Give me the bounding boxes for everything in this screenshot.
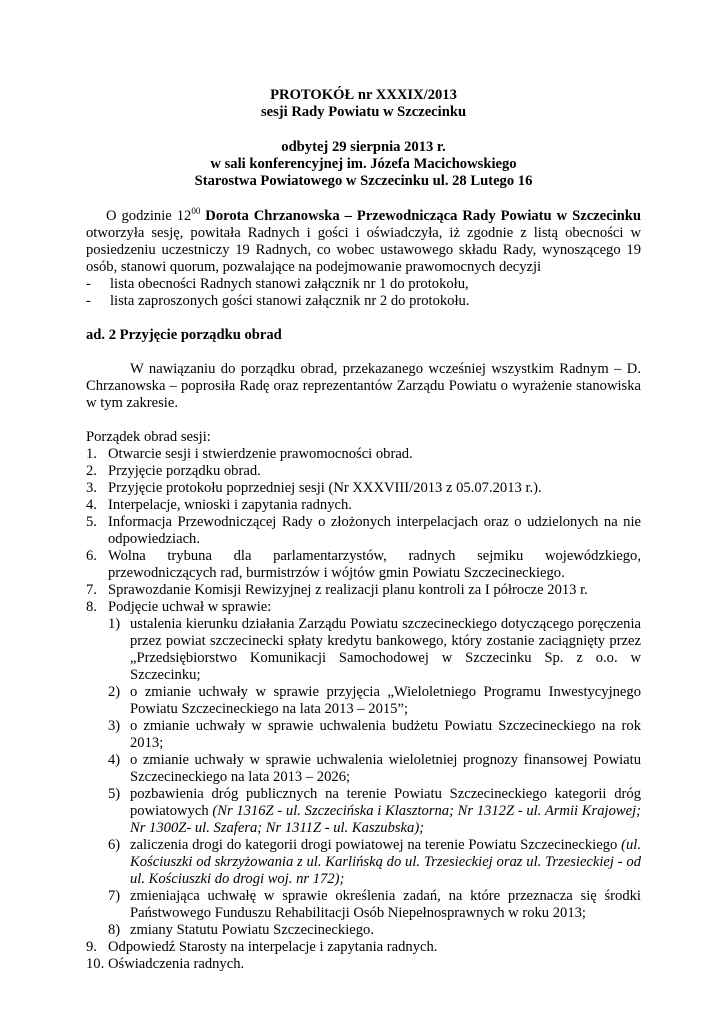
list-item: 1. Otwarcie sesji i stwierdzenie prawomocności obrad.: [86, 446, 413, 462]
list-item: 9. Odpowiedź Starosty na interpelacje i zapytania radnych.: [86, 939, 438, 955]
intro-text: otworzyła sesję, powitała Radnych i gości i oświadczyła, iż zgodnie z listą obecności w posiedzeniu uczestniczy 19 Radnych, co wobec ustawowego składu Rady, wynoszącego 19 osób, stanowi quorum, pozwalające na podejmowanie prawomocnych decyzji: [86, 225, 641, 275]
list-item: 5. Informacja Przewodniczącej Rady o złożonych interpelacjach oraz o udzielonych na nie odpowiedziach.: [86, 514, 641, 547]
section-paragraph: W nawiązaniu do porządku obrad, przekazanego wcześniej wszystkim Radnym – D. Chrzanowska – poprosiła Radę oraz reprezentantów Zarządu Powiatu o wyrażenie stanowiska w tym zakresie.: [86, 361, 641, 411]
time-superscript: 00: [191, 206, 201, 217]
road-list-italic: (ul. Kościuszki od skrzyżowania z ul. Karlińską do ul. Trzesieckiej oraz ul. Trzesieckiej - od ul. Kościuszki do drogi woj. nr 172);: [130, 837, 641, 887]
list-item: 3. Przyjęcie protokołu poprzedniej sesji (Nr XXXVIII/2013 z 05.07.2013 r.).: [86, 480, 542, 496]
sub-list-item: 5) pozbawienia dróg publicznych na terenie Powiatu Szczecineckiego kategorii dróg powiatowych (Nr 1316Z - ul. Szczecińska i Klasztorna; Nr 1312Z - ul. Armii Krajowej; Nr 1300Z- ul. Szafera; Nr 1311Z - ul. Kaszubska);: [108, 786, 641, 836]
sub-list-item: 7) zmieniająca uchwałę w sprawie określenia zadań, na które przeznacza się środki Państwowego Funduszu Rehabilitacji Osób Niepełnosprawnych w roku 2013;: [108, 888, 641, 921]
document-page: [86, 87, 641, 973]
session-room: w sali konferencyjnej im. Józefa Macichowskiego: [210, 156, 517, 172]
list-item: 2. Przyjęcie porządku obrad.: [86, 463, 261, 479]
sub-list-item: 3) o zmianie uchwały w sprawie uchwalenia budżetu Powiatu Szczecineckiego na rok 2013;: [108, 718, 641, 751]
session-name: sesji Rady Powiatu w Szczecinku: [260, 104, 467, 120]
attachment-2-text: lista zaproszonych gości stanowi załącznik nr 2 do protokołu.: [110, 293, 470, 309]
sub-list-item: 6) zaliczenia drogi do kategorii drogi powiatowej na terenie Powiatu Szczecineckiego (ul. Kościuszki od skrzyżowania z ul. Karlińską do ul. Trzesieckiej oraz ul. Trzesieckiej - od ul. Kościuszki do drogi woj. nr 172);: [108, 837, 641, 887]
sub-list-item: 8) zmiany Statutu Powiatu Szczecineckiego.: [108, 922, 374, 938]
document-title: [86, 87, 641, 121]
session-address: Starostwa Powiatowego w Szczecinku ul. 28 Lutego 16: [194, 173, 533, 189]
sub-list-item: 4) o zmianie uchwały w sprawie uchwalenia wieloletniej prognozy finansowej Powiatu Szczecineckiego na lata 2013 – 2026;: [108, 752, 641, 785]
protocol-number: PROTOKÓŁ nr XXXIX/2013: [270, 87, 457, 103]
intro-lead: O godzinie 12: [106, 208, 192, 224]
attachment-bullet: - lista obecności Radnych stanowi załącznik nr 1 do protokołu,: [86, 276, 469, 292]
list-item: 7. Sprawozdanie Komisji Rewizyjnej z realizacji planu kontroli za I półrocze 2013 r.: [86, 582, 588, 598]
agenda-list: [86, 446, 641, 973]
sub-list-item: 2) o zmianie uchwały w sprawie przyjęcia „Wieloletniego Programu Inwestycyjnego Powiatu Szczecineckiego na lata 2013 – 2015”;: [108, 684, 641, 717]
road-list-italic: (Nr 1316Z - ul. Szczecińska i Klasztorna; Nr 1312Z - ul. Armii Krajowej; Nr 1300Z- ul. Szafera; Nr 1311Z - ul. Kaszubska);: [130, 803, 641, 836]
chairperson-name: Dorota Chrzanowska – Przewodnicząca Rady Powiatu w Szczecinku: [205, 208, 642, 224]
attachment-1-text: lista obecności Radnych stanowi załącznik nr 1 do protokołu,: [110, 276, 469, 292]
section-heading: ad. 2 Przyjęcie porządku obrad: [86, 327, 282, 343]
session-date: odbytej 29 sierpnia 2013 r.: [281, 139, 446, 155]
sub-list-item: 1) ustalenia kierunku działania Zarządu Powiatu szczecineckiego dotyczącego poręczenia przez powiat szczecinecki spłaty kredytu bankowego, który zostanie zaciągnięty przez „Przedsiębiorstwo Komunikacji Samochodowej w Szczecinku Sp. z o.o. w Szczecinku;: [108, 616, 641, 683]
list-item: 6. Wolna trybuna dla parlamentarzystów, radnych sejmiku wojewódzkiego, przewodniczących rad, burmistrzów i wójtów gmin Powiatu Szczecineckiego.: [86, 548, 641, 581]
list-item: 10. Oświadczenia radnych.: [86, 956, 245, 972]
list-item: 4. Interpelacje, wnioski i zapytania radnych.: [86, 497, 352, 513]
agenda-label: Porządek obrad sesji:: [86, 429, 211, 445]
list-item: 8. Podjęcie uchwał w sprawie:: [86, 599, 272, 615]
intro-paragraph: [86, 208, 641, 276]
session-details: [86, 139, 641, 190]
attachment-bullet: - lista zaproszonych gości stanowi załącznik nr 2 do protokołu.: [86, 293, 470, 309]
